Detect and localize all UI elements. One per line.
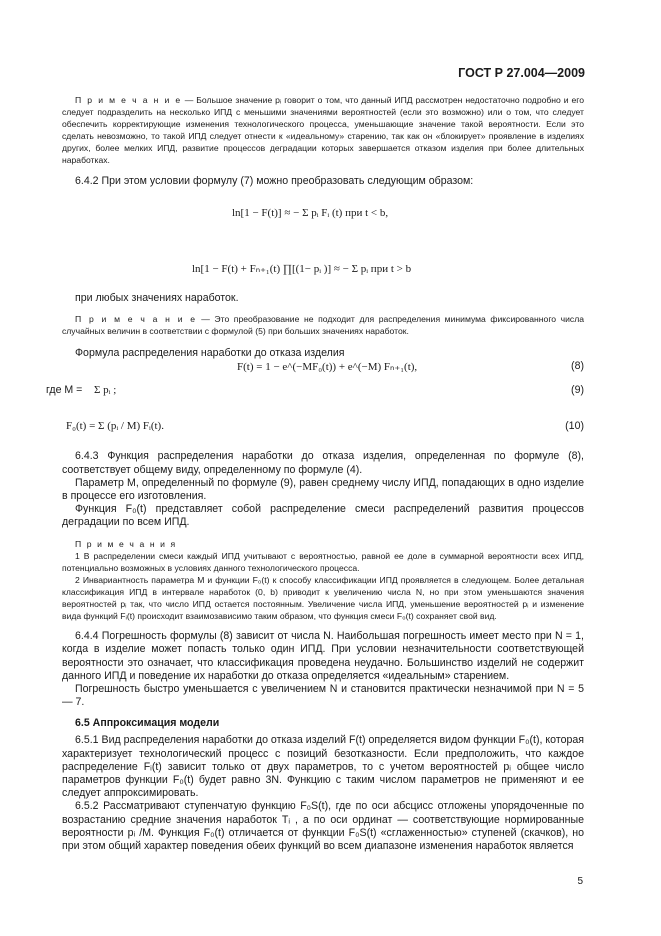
note-2-text: — Это преобразование не подходит для распределения минимума фиксированного числа случайных величин в соответствии с формулой (5) при больших значениях наработок.	[62, 313, 584, 337]
note-1-label: П р и м е ч а н и е	[75, 95, 182, 105]
note-1	[62, 94, 584, 167]
equation-9-where: где M =	[46, 384, 83, 397]
equation-a: ln[1 − F(t)] ≈ − Σ pᵢ Fᵢ (t) при t < b,	[232, 206, 389, 219]
paragraph-6-4-2: 6.4.2 При этом условии формулу (7) можно преобразовать следующим образом:	[75, 174, 474, 187]
equation-b: ln[1 − F(t) + Fₙ₊₁(t) ∏[(1− pᵢ )] ≈ − Σ pᵢ при t > b	[192, 262, 412, 275]
equation-9-number: (9)	[571, 384, 584, 397]
section-6-5-heading: 6.5 Аппроксимация модели	[75, 717, 220, 730]
document-header: ГОСТ Р 27.004—2009	[458, 66, 585, 80]
paragraph-6-4-4a: 6.4.4 Погрешность формулы (8) зависит от числа N. Наибольшая погрешность имеет место при N = 1, когда в изделие может попасть только один ИПД. При условии незначительности соответствующей вероятности это означает, что классификация проведена неудачно. Большинство изделий не содержит данного ИПД и поведение их наработки до отказа определяется «идеальным» старением.	[62, 630, 584, 682]
paragraph-6-4-4b: Погрешность быстро уменьшается с увеличением N и становится практически незначимой при N = 5 — 7.	[62, 683, 584, 709]
equation-9-row	[46, 374, 584, 408]
note-1-text: — Большое значение pᵢ говорит о том, что данный ИПД рассмотрен недостаточно подробно и его следует подразделить на несколько ИПД с меньшими значениями вероятностей (если это возможно) или о том, что следует обеспечить корректирующие изменения технологического процесса, уменьшающие значение такой вероятности. Если это сделать невозможно, то такой ИПД следует отнести к «идеальному» старению, так как он «блокирует» проявление в изделиях других, более мелких ИПД, развитие процессов деградации которых завершается отказом изделия при более длительных наработках.	[62, 95, 584, 166]
equation-10-number: (10)	[565, 420, 584, 433]
paragraph-6-5-2: 6.5.2 Рассматривают ступенчатую функцию F₀S(t), где по оси абсцисс отложены упорядоченные по возрастанию средние значения наработок Tᵢ , а по оси ординат — соответствующие нормированные вероятности pᵢ /M. Функция F₀(t) отличается от функции F₀S(t) «сглаженностью» ступеней (скачков), но при этом общий характер поведения обеих функций во всем диапазоне изменения наработок является	[62, 800, 584, 853]
equation-8-number: (8)	[571, 360, 584, 373]
equation-8: F(t) = 1 − e^(−MF₀(t)) + e^(−M) Fₙ₊₁(t),	[237, 361, 418, 374]
page-content	[46, 94, 584, 853]
notes-item-2: 2 Инвариантность параметра M и функции F₀(t) к способу классификации ИПД проявляется в следующем. Более детальная классификация ИПД в интервале наработок (0, b) приводит к увеличению числа N, но при этом уменьшаются значения вероятностей pᵢ так, что число ИПД остается постоянным. Увеличение числа ИПД, уменьшение вероятностей pᵢ и изменение вида функций Fᵢ(t) происходит взаимозависимо таким образом, что функция смеси F₀(t) сохраняет свой вид.	[62, 574, 584, 622]
note-2	[62, 313, 584, 337]
notes-item-1: 1 В распределении смеси каждый ИПД учитывают с вероятностью, равной ее доле в суммарной вероятности всех ИПД, потенциально возможных в условиях данного технологического процесса.	[62, 550, 584, 573]
equation-10: F₀(t) = Σ (pᵢ / M) Fᵢ(t).	[66, 420, 164, 433]
equation-8-row	[62, 360, 584, 374]
paragraph-6-4-3b: Параметр M, определенный по формуле (9), равен среднему числу ИПД, попадающих в одно изделие в процессе его изготовления.	[62, 476, 584, 502]
paragraph-6-4-3a: 6.4.3 Функция распределения наработки до отказа изделия, определенная по формуле (8), соответствует общему виду, определенному по формуле (4).	[62, 450, 584, 476]
paragraph-any-values: при любых значениях наработок.	[75, 291, 239, 304]
equation-9: Σ pᵢ ;	[94, 384, 117, 397]
paragraph-6-4-3c: Функция F₀(t) представляет собой распределение смеси распределений развития процессов деградации по всем ИПД.	[62, 503, 584, 529]
paragraph-6-5-1: 6.5.1 Вид распределения наработки до отказа изделий F(t) определяется видом функции F₀(t), которая характеризует технологический процесс с позиций безотказности. Если предположить, что каждое распределение Fᵢ(t) зависит только от двух параметров, то с учетом вероятностей pᵢ общее число параметров функции F₀(t) будет равно 3N. Функцию с таким числом параметров не применяют и ее следует аппроксимировать.	[62, 734, 584, 800]
notes-label: П р и м е ч а н и я	[75, 538, 177, 549]
note-2-label: П р и м е ч а н и е	[75, 313, 197, 324]
equation-block-b	[62, 246, 584, 292]
paragraph-formula-intro: Формула распределения наработки до отказа изделия	[75, 347, 345, 360]
equation-10-row	[62, 408, 584, 442]
page-number: 5	[577, 876, 583, 887]
equation-block-a	[62, 188, 584, 246]
